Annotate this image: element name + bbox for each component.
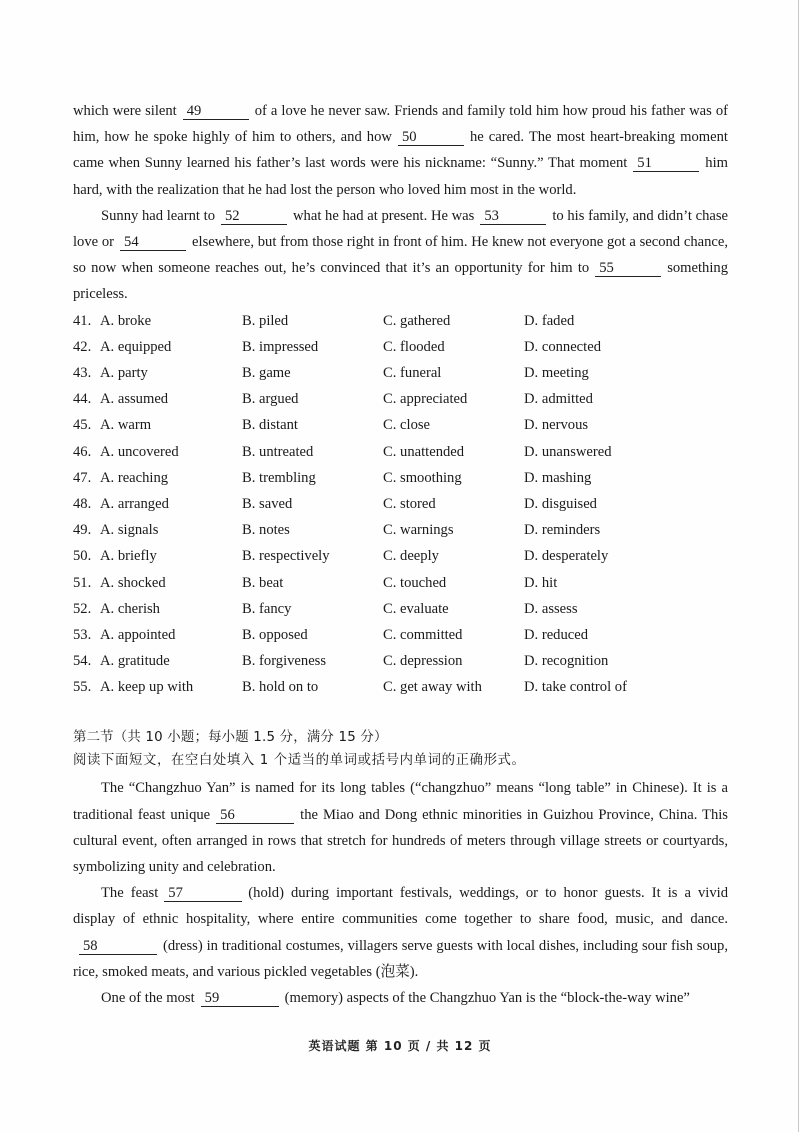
blank-55[interactable]: 55 bbox=[595, 261, 661, 277]
option-b[interactable]: B. game bbox=[242, 365, 291, 381]
option-b[interactable]: B. piled bbox=[242, 312, 289, 329]
text-segment: of a love he never saw. Friends and family told him how proud his father was of him, how he spoke highly of him to others, and how bbox=[73, 103, 728, 146]
section2-paragraph2 bbox=[73, 880, 728, 985]
section2-instruction: 阅读下面短文，在空白处填入 1 个适当的单词或括号内单词的正确形式。 bbox=[73, 753, 526, 769]
question-number: 51. bbox=[73, 574, 92, 591]
blank-49[interactable]: 49 bbox=[183, 104, 249, 120]
option-a[interactable]: A. briefly bbox=[100, 548, 157, 565]
option-c[interactable]: C. touched bbox=[383, 574, 447, 591]
option-b[interactable]: B. saved bbox=[242, 495, 293, 512]
option-d[interactable]: D. nervous bbox=[524, 417, 589, 434]
option-row-53 bbox=[73, 622, 728, 648]
option-b[interactable]: B. distant bbox=[242, 417, 298, 434]
text-segment: to his family, and didn’t chase love or bbox=[73, 207, 729, 251]
question-number: 44. bbox=[73, 391, 92, 408]
option-a[interactable]: A. gratitude bbox=[100, 653, 170, 670]
option-a[interactable]: A. reaching bbox=[100, 469, 169, 486]
option-c[interactable]: C. close bbox=[383, 417, 431, 434]
question-number: 49. bbox=[73, 522, 92, 539]
option-row-47 bbox=[73, 465, 728, 491]
blank-52[interactable]: 52 bbox=[221, 209, 287, 225]
option-d[interactable]: D. reduced bbox=[524, 626, 589, 643]
option-a[interactable]: A. arranged bbox=[100, 495, 169, 512]
option-c[interactable]: C. evaluate bbox=[383, 600, 449, 617]
option-b[interactable]: B. untreated bbox=[242, 443, 314, 460]
text-segment: the Miao and Dong ethnic minorities in Guizhou Province, China. This cultural event, often arranged in rows that stretch for hundreds of meters through village streets or courtyards, symbolizing unity and celebration. bbox=[73, 806, 728, 876]
text-segment: which were silent bbox=[73, 103, 177, 119]
option-b[interactable]: B. notes bbox=[242, 522, 290, 539]
blank-53[interactable]: 53 bbox=[480, 209, 546, 225]
question-number: 53. bbox=[73, 626, 92, 643]
section2-heading: 第二节（共 10 小题；每小题 1.5 分，满分 15 分） bbox=[73, 730, 388, 746]
option-b[interactable]: B. respectively bbox=[242, 548, 330, 565]
blank-57[interactable]: 57 bbox=[164, 886, 242, 902]
option-a[interactable]: A. cherish bbox=[100, 600, 160, 617]
option-d[interactable]: D. faded bbox=[524, 312, 575, 329]
option-row-54 bbox=[73, 648, 728, 674]
text-segment: (dress) in traditional costumes, villagers serve guests with local dishes, including sour fish soup, rice, smoked meats, and various pickled vegetables (泡菜). bbox=[73, 937, 728, 980]
option-c[interactable]: C. get away with bbox=[383, 679, 482, 696]
option-row-42 bbox=[73, 334, 728, 360]
blank-58[interactable]: 58 bbox=[79, 939, 157, 955]
option-d[interactable]: D. meeting bbox=[524, 365, 589, 381]
option-row-49 bbox=[73, 517, 728, 543]
option-c[interactable]: C. committed bbox=[383, 626, 463, 643]
option-row-50 bbox=[73, 543, 728, 569]
option-b[interactable]: B. forgiveness bbox=[242, 653, 327, 670]
page-edge-divider bbox=[798, 0, 799, 1132]
option-d[interactable]: D. connected bbox=[524, 338, 601, 355]
text-segment: he cared. The most heart-breaking moment came when Sunny learned his father’s last words were his nickname: “Sunny.” That moment bbox=[73, 129, 728, 172]
option-row-43 bbox=[73, 360, 728, 386]
section2-paragraph1 bbox=[73, 775, 728, 880]
text-segment: elsewhere, but from those right in front of him. He knew not everyone got a second chance, so now when someone reaches out, he’s convinced that it’s an opportunity for him to bbox=[73, 234, 728, 277]
option-d[interactable]: D. hit bbox=[524, 574, 558, 591]
option-b[interactable]: B. trembling bbox=[242, 469, 316, 486]
passage1-paragraph2 bbox=[73, 203, 728, 308]
option-c[interactable]: C. funeral bbox=[383, 365, 442, 381]
text-segment: (memory) aspects of the Changzhuo Yan is the “block-the-way wine” bbox=[284, 990, 690, 1007]
question-number: 54. bbox=[73, 653, 92, 670]
text-segment: (hold) during important festivals, weddings, or to honor guests. It is a vivid display of ethnic hospitality, where entire communities come together to share food, music, and dance. bbox=[73, 885, 728, 928]
option-d[interactable]: D. assess bbox=[524, 600, 578, 617]
option-b[interactable]: B. hold on to bbox=[242, 679, 319, 696]
question-number: 47. bbox=[73, 469, 92, 486]
option-d[interactable]: D. recognition bbox=[524, 653, 609, 670]
exam-page bbox=[73, 98, 728, 1011]
question-number: 48. bbox=[73, 495, 92, 512]
option-row-52 bbox=[73, 596, 728, 622]
option-row-55 bbox=[73, 674, 728, 700]
blank-51[interactable]: 51 bbox=[633, 156, 699, 172]
option-b[interactable]: B. argued bbox=[242, 391, 299, 408]
option-b[interactable]: B. opposed bbox=[242, 626, 308, 643]
option-d[interactable]: D. admitted bbox=[524, 391, 593, 408]
question-number: 43. bbox=[73, 365, 92, 381]
option-row-44 bbox=[73, 386, 728, 412]
text-segment: what he had at present. He was bbox=[293, 207, 475, 224]
option-a[interactable]: A. broke bbox=[100, 312, 152, 329]
blank-56[interactable]: 56 bbox=[216, 808, 294, 824]
option-d[interactable]: D. mashing bbox=[524, 469, 592, 486]
question-number: 52. bbox=[73, 600, 92, 617]
option-b[interactable]: B. beat bbox=[242, 574, 284, 591]
option-a[interactable]: A. keep up with bbox=[100, 679, 194, 696]
option-row-46 bbox=[73, 439, 728, 465]
text-segment: The “Changzhuo Yan” is named for its long tables (“changzhuo” means “long table” in Chinese). It is a traditional feast unique bbox=[73, 780, 728, 823]
option-a[interactable]: A. signals bbox=[100, 522, 159, 539]
option-row-51 bbox=[73, 570, 728, 596]
blank-54[interactable]: 54 bbox=[120, 235, 186, 251]
text-segment: Sunny had learnt to bbox=[101, 207, 215, 224]
question-number: 41. bbox=[73, 312, 92, 329]
option-row-45 bbox=[73, 412, 728, 438]
option-c[interactable]: C. flooded bbox=[383, 338, 445, 355]
passage1-paragraph1 bbox=[73, 98, 728, 203]
options-list bbox=[73, 308, 728, 701]
option-d[interactable]: D. disguised bbox=[524, 495, 597, 512]
option-d[interactable]: D. reminders bbox=[524, 522, 601, 539]
section2-paragraph3 bbox=[73, 985, 728, 1011]
option-c[interactable]: C. deeply bbox=[383, 548, 439, 565]
question-number: 42. bbox=[73, 338, 92, 355]
option-a[interactable]: A. party bbox=[100, 365, 148, 381]
text-segment: One of the most bbox=[101, 990, 195, 1007]
page-footer: 英语试题 第 10 页 / 共 12 页 bbox=[308, 1039, 492, 1053]
option-c[interactable]: C. depression bbox=[383, 653, 463, 670]
option-b[interactable]: B. impressed bbox=[242, 338, 319, 355]
option-a[interactable]: A. shocked bbox=[100, 574, 166, 591]
option-a[interactable]: A. warm bbox=[100, 417, 152, 434]
text-segment: him hard, with the realization that he had lost the person who loved him most in the world. bbox=[73, 155, 728, 198]
option-c[interactable]: C. warnings bbox=[383, 522, 454, 539]
question-number: 45. bbox=[73, 417, 92, 434]
option-d[interactable]: D. unanswered bbox=[524, 443, 612, 460]
option-c[interactable]: C. appreciated bbox=[383, 391, 468, 408]
option-c[interactable]: C. stored bbox=[383, 495, 436, 512]
text-segment: The feast bbox=[101, 885, 159, 902]
blank-59[interactable]: 59 bbox=[201, 991, 279, 1007]
option-a[interactable]: A. equipped bbox=[100, 338, 172, 355]
blank-50[interactable]: 50 bbox=[398, 130, 464, 146]
option-a[interactable]: A. uncovered bbox=[100, 443, 179, 460]
question-number: 46. bbox=[73, 443, 92, 460]
option-row-41 bbox=[73, 308, 728, 334]
option-c[interactable]: C. gathered bbox=[383, 312, 451, 329]
option-d[interactable]: D. desperately bbox=[524, 548, 609, 565]
option-a[interactable]: A. appointed bbox=[100, 626, 176, 643]
option-c[interactable]: C. smoothing bbox=[383, 469, 462, 486]
option-d[interactable]: D. take control of bbox=[524, 679, 627, 696]
question-number: 50. bbox=[73, 548, 92, 565]
option-b[interactable]: B. fancy bbox=[242, 600, 292, 617]
text-segment: something priceless. bbox=[73, 260, 728, 303]
option-c[interactable]: C. unattended bbox=[383, 443, 465, 460]
question-number: 55. bbox=[73, 679, 92, 696]
option-a[interactable]: A. assumed bbox=[100, 391, 169, 408]
option-row-48 bbox=[73, 491, 728, 517]
